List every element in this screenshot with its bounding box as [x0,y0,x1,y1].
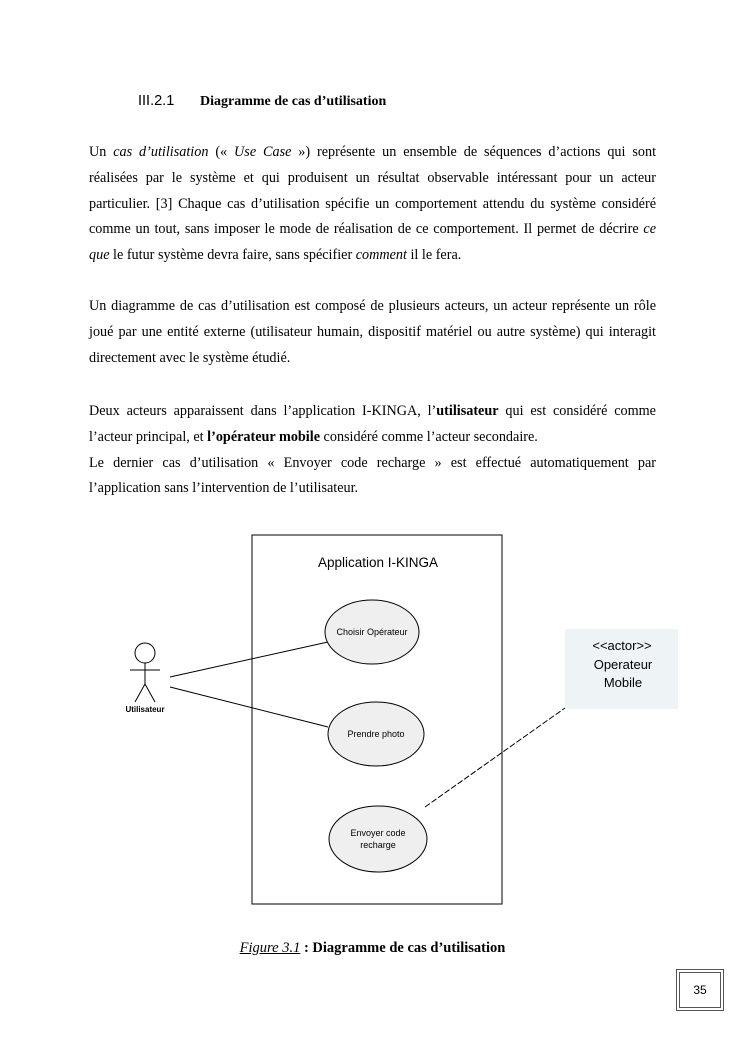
page-number-box [676,969,724,1011]
section-number: III.2.1 [138,93,175,109]
usecase-ellipse [329,806,427,872]
association-envoyer-code [425,708,565,807]
text-run-italic: ce que [89,221,656,264]
actor-name-line2: Mobile [603,675,643,690]
usecase-label: Prendre photo [347,729,405,739]
association-prendre-photo [170,687,328,727]
figure-number: Figure 3.1 [239,940,301,956]
usecase-label-line2: recharge [360,840,396,850]
text-run-bold: utilisateur [436,403,499,419]
actor-leg-left [135,684,145,702]
association-choisir-operateur [170,642,328,677]
system-label: Application I-KINGA [317,555,439,570]
actor-stereotype: <<actor>> [592,638,652,653]
page-number: 35 [693,983,707,997]
text-run: il le fera. [406,247,462,264]
actor-leg-right [145,684,155,702]
figure-title: Diagramme de cas d’utilisation [312,940,506,956]
text-run: Deux acteurs apparaissent dans l’application I-KINGA, l’ [89,403,437,419]
caption-separator: : [300,940,313,956]
text-run-italic: cas d’utilisation [113,144,209,160]
paragraph-last-usecase: Le dernier cas d’utilisation « Envoyer code recharge » est effectué automatiquement par l’application sans l’intervention de l’utilisateur. [89,454,656,497]
actor-operateur-mobile [565,629,678,709]
text-run: (« [208,144,235,160]
usecase-label-line1: Envoyer code [350,828,406,838]
usecase-choisir-operateur [325,600,419,664]
figure-caption [0,940,745,957]
paragraph-text: Un diagramme de cas d’utilisation est composé de plusieurs acteurs, un acteur représente un rôle joué par une entité externe (utilisateur humain, dispositif matériel ou autre système) qui interagit directement avec le système étudié. [89,298,656,366]
usecase-label: Choisir Opérateur [336,627,408,637]
usecase-envoyer-code-recharge [329,806,427,872]
actor-head [135,643,155,663]
text-run-bold: l’opérateur mobile [207,428,320,445]
text-run: ») représente un ensemble de séquences d’actions qui sont réalisées par le système et qui produisent un résultat observable intéressant pour un acteur particulier. [3] Chaque cas d’utilisation spécifie un comportement attendu du système considéré comme un tout, sans imposer le mode de réalisation de ce comportement. Il permet de décrire [89,144,657,238]
actor-label: Utilisateur [125,705,165,714]
actor-name-line1: Operateur [593,657,653,672]
usecase-prendre-photo [328,702,424,766]
actor-utilisateur [125,643,164,714]
text-run: qui est considéré comme l’acteur principal, et [89,403,656,445]
text-run: considéré comme l’acteur secondaire. [320,428,538,445]
section-title: Diagramme de cas d’utilisation [200,94,387,109]
text-run: Un [89,144,114,160]
text-run: le futur système devra faire, sans spécifier [109,247,356,264]
text-run-italic: Use Case [234,144,292,160]
text-run-italic: comment [355,247,407,264]
